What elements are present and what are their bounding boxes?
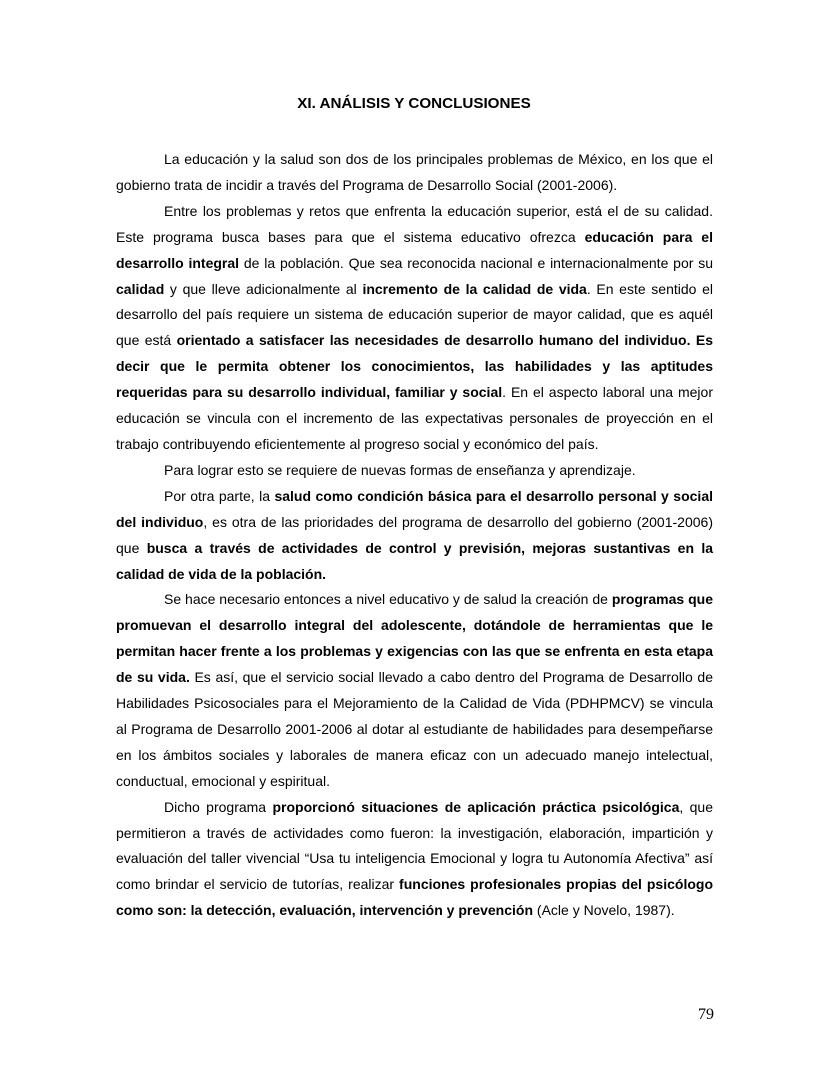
text-run: , es otra de las prioridades del programa de desarrollo del gobierno (2001-2006) que xyxy=(116,513,713,556)
paragraph xyxy=(116,458,713,484)
page-title: XI. ANÁLISIS Y CONCLUSIONES xyxy=(297,95,531,112)
paragraph xyxy=(116,587,713,794)
text-run: Se hace necesario entonces a nivel educativo y de salud la creación de xyxy=(164,591,612,608)
bold-text-run: busca a través de actividades de control y previsión, mejoras sustantivas en la calidad de vida de la población. xyxy=(116,539,714,582)
text-run: , que permitieron a través de actividades como fueron: la investigación, elaboración, impartición y evaluación del taller vivencial “Usa tu inteligencia Emocional y logra tu Autonomía Afectiva” así como brindar el servicio de tutorías, realizar xyxy=(116,798,714,893)
text-run: Para lograr esto se requiere de nuevas formas de enseñanza y aprendizaje. xyxy=(164,461,636,478)
paragraph xyxy=(116,147,713,199)
bold-text-run: educación para el desarrollo integral xyxy=(116,228,713,271)
text-run: . En el aspecto laboral una mejor educación se vincula con el incremento de las expectativas personales de proyección en el trabajo contribuyendo eficientemente al progreso social y económico del país. xyxy=(116,384,713,452)
bold-text-run: calidad xyxy=(116,280,165,297)
text-run: (Acle y Novelo, 1987). xyxy=(533,902,675,919)
page-number: 79 xyxy=(698,1006,714,1023)
text-run: Entre los problemas y retos que enfrenta la educación superior, está el de su calidad. Este programa busca bases para que el sistema educativo ofrezca xyxy=(116,202,713,245)
text-run: Es así, que el servicio social llevado a cabo dentro del Programa de Desarrollo de Habilidades Psicosociales para el Mejoramiento de la Calidad de Vida (PDHPMCV) se vincula al Programa de Desarrollo 2001-2006 al dotar al estudiante de habilidades para desempeñarse en los ámbitos sociales y laborales de manera eficaz con un adecuado manejo intelectual, conductual, emocional y espiritual. xyxy=(116,669,713,789)
text-run: La educación y la salud son dos de los principales problemas de México, en los que el gobierno trata de incidir a través del Programa de Desarrollo Social (2001-2006). xyxy=(116,151,713,193)
paragraph xyxy=(116,484,713,588)
text-run: y que lleve adicionalmente al xyxy=(164,280,363,297)
bold-text-run: incremento de la calidad de vida xyxy=(362,280,587,297)
text-run: de la población. Que sea reconocida nacional e internacionalmente por su xyxy=(239,254,713,271)
bold-text-run: programas que promuevan el desarrollo integral del adolescente, dotándole de herramientas que le permitan hacer frente a los problemas y exigencias con las que se enfrenta en esta etapa de su vida. xyxy=(116,591,713,686)
body-text xyxy=(116,147,713,924)
bold-text-run: salud como condición básica para el desarrollo personal y social del individuo xyxy=(116,487,713,530)
text-run: . En este sentido el desarrollo del país requiere un sistema de educación superior de mayor calidad, que es aquél que está xyxy=(116,280,714,349)
paragraph xyxy=(116,199,713,458)
paragraph xyxy=(116,795,713,925)
text-run: Dicho programa xyxy=(164,798,273,815)
bold-text-run: proporcionó situaciones de aplicación práctica psicológica xyxy=(272,798,680,815)
bold-text-run: funciones profesionales propias del psicólogo como son: la detección, evaluación, intervención y prevención xyxy=(116,876,713,919)
text-run: Por otra parte, la xyxy=(164,487,275,504)
bold-text-run: orientado a satisfacer las necesidades de desarrollo humano del individuo. Es decir que le permita obtener los conocimientos, las habilidades y las aptitudes requeridas para su desarrollo individual, familiar y social xyxy=(116,332,713,401)
